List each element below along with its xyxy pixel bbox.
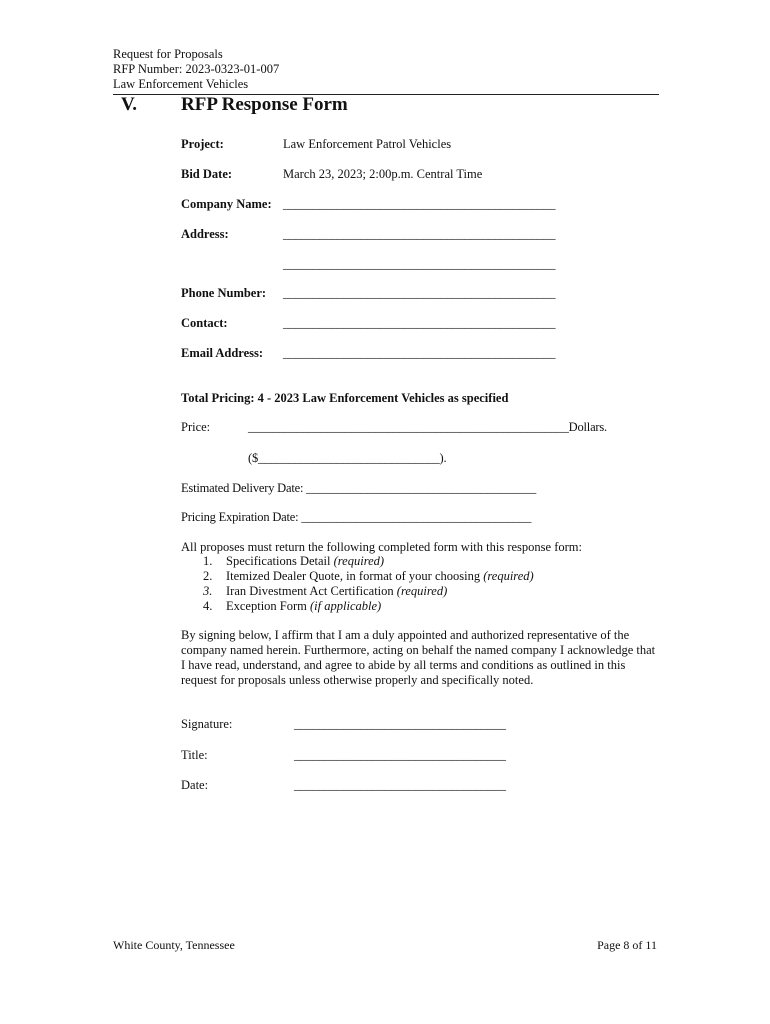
title-field[interactable]: ___________________________________ (294, 748, 506, 762)
requirements-list (181, 554, 534, 614)
signature-field[interactable]: ___________________________________ (294, 717, 506, 731)
bid-date-value: March 23, 2023; 2:00p.m. Central Time (283, 167, 483, 181)
estimated-delivery-date-field[interactable]: Estimated Delivery Date: ______________________________________ (181, 481, 537, 495)
pricing-expiration-date-field[interactable]: Pricing Expiration Date: ______________________________________ (181, 510, 532, 524)
list-item-text: Itemized Dealer Quote, in format of your choosing (226, 569, 484, 583)
phone-number-field[interactable]: _____________________________________________ (283, 286, 556, 300)
total-pricing-heading: Total Pricing: 4 - 2023 Law Enforcement Vehicles as specified (181, 391, 509, 405)
list-item-note: (required) (333, 554, 385, 568)
signature-label: Signature: (181, 717, 233, 731)
list-item-number: 1. (203, 554, 213, 568)
email-address-field[interactable]: _____________________________________________ (283, 346, 556, 360)
company-name-label: Company Name: (181, 197, 272, 211)
title-label: Title: (181, 748, 208, 762)
list-item (181, 584, 534, 599)
section-number: V. (121, 94, 138, 115)
address-label: Address: (181, 227, 229, 241)
list-item (181, 599, 534, 614)
date-field[interactable]: ___________________________________ (294, 778, 506, 792)
requirements-intro: All proposes must return the following completed form with this response form: (181, 540, 582, 554)
bid-date-label: Bid Date: (181, 167, 233, 181)
list-item-number: 2. (203, 569, 213, 583)
project-value: Law Enforcement Patrol Vehicles (283, 137, 452, 151)
price-words-field[interactable]: _____________________________________________________Dollars. (248, 420, 607, 434)
list-item-number: 4. (203, 599, 213, 613)
date-label: Date: (181, 778, 209, 792)
list-item-note: (if applicable) (310, 599, 382, 613)
list-item (181, 569, 534, 584)
section-title: RFP Response Form (181, 94, 348, 115)
footer-county: White County, Tennessee (113, 938, 235, 952)
header-title: Request for Proposals (113, 47, 223, 61)
project-label: Project: (181, 137, 224, 151)
contact-field[interactable]: _____________________________________________ (283, 316, 556, 330)
phone-number-label: Phone Number: (181, 286, 267, 300)
address-field-line-2[interactable]: _____________________________________________ (283, 257, 556, 271)
list-item (181, 554, 534, 569)
list-item-text: Exception Form (226, 599, 311, 613)
company-name-field[interactable]: _____________________________________________ (283, 197, 556, 211)
contact-label: Contact: (181, 316, 228, 330)
affirmation-paragraph: By signing below, I affirm that I am a duly appointed and authorized representative of the company named herein. Furthermore, acting on behalf the named company I acknowledge that I have read, understand, and agree to abide by all terms and conditions as outlined in this request for proposals unless otherwise properly and specifically noted. (181, 628, 656, 687)
list-item-note: (required) (396, 584, 448, 598)
list-item-text: Iran Divestment Act Certification (226, 584, 397, 598)
email-address-label: Email Address: (181, 346, 264, 360)
list-item-text: Specifications Detail (226, 554, 334, 568)
header-subject: Law Enforcement Vehicles (113, 77, 249, 91)
price-label: Price: (181, 420, 211, 434)
list-item-number: 3. (203, 584, 213, 598)
price-numeric-field[interactable]: ($______________________________). (248, 451, 447, 465)
address-field-line-1[interactable]: _____________________________________________ (283, 227, 556, 241)
footer-page-number: Page 8 of 11 (597, 938, 657, 952)
header-rfp-number: RFP Number: 2023-0323-01-007 (113, 62, 280, 76)
list-item-note: (required) (483, 569, 534, 583)
